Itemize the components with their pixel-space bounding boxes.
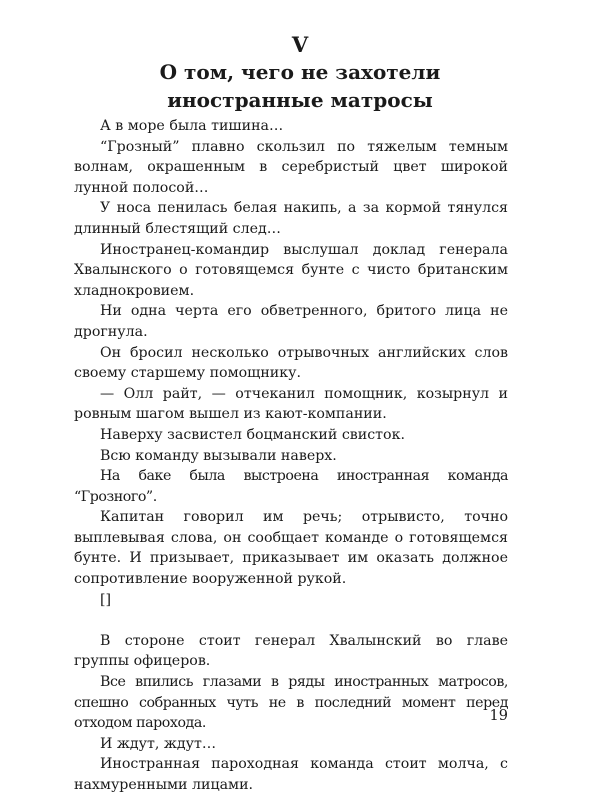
page-number: 19 xyxy=(489,708,508,724)
paragraph: На баке была выстроена иностранная команда “Грозного”. xyxy=(74,468,508,505)
paragraph: “Грозный” плавно скользил по тяжелым темным волнам, окрашенным в серебристый цвет широкой лунной полосой… xyxy=(74,138,508,196)
chapter-number: V xyxy=(291,32,309,57)
paragraph: Иностранец-командир выслушал доклад генерала Хвалынского о готовящемся бунте с чисто британским хладнокровием. xyxy=(74,241,508,299)
paragraph: — Олл райт, — отчеканил помощник, козырнул и ровным шагом вышел из кают-компании. xyxy=(74,385,508,423)
paragraph: Ни одна черта его обветренного, бритого лица не дрогнула. xyxy=(74,303,508,340)
placeholder-marker: [] xyxy=(100,591,112,608)
paragraph: Всю команду вызывали наверх. xyxy=(100,447,337,464)
paragraph: А в море была тишина… xyxy=(100,118,284,134)
paragraph: Иностранная пароходная команда стоит молча, с нахмуренными лицами. xyxy=(74,756,508,793)
chapter-title: О том, чего не захотели иностранные матросы xyxy=(159,60,441,112)
chapter-body xyxy=(74,116,508,796)
paragraph: Наверху засвистел боцманский свисток. xyxy=(100,426,405,443)
paragraph: Капитан говорил им речь; отрывисто, точно выплевывая слова, он сообщает команде о готовящемся бунте. И призывает, приказывает им оказать должное сопротивление вооруженной рукой. xyxy=(74,509,508,588)
paragraph: И ждут, ждут… xyxy=(100,735,217,752)
paragraph: У носа пенилась белая накипь, а за кормой тянулся длинный блестящий след… xyxy=(74,200,508,237)
paragraph: Все впились глазами в ряды иностранных матросов, спешно собранных чуть не в последний момент перед отходом парохода. xyxy=(74,674,508,732)
paragraph: Он бросил несколько отрывочных английских слов своему старшему помощнику. xyxy=(74,344,508,382)
paragraph: В стороне стоит генерал Хвалынский во главе группы офицеров. xyxy=(74,632,508,670)
